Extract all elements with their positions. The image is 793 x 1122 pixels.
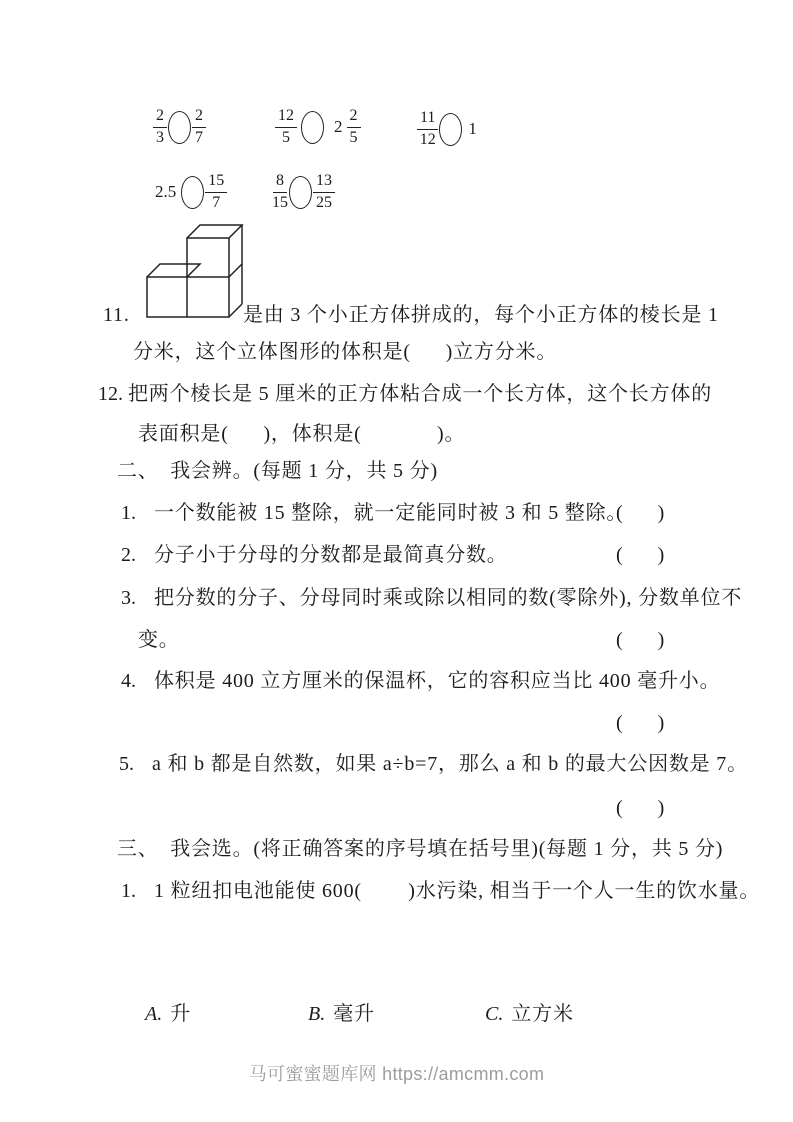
question-number: 1. <box>121 502 136 524</box>
question-text: 体积是 400 立方厘米的保温杯，它的容积应当比 400 毫升小。 <box>154 670 721 692</box>
section2-q5 <box>119 751 748 777</box>
section2-q3-line1 <box>121 585 742 611</box>
comparison-item-2 <box>275 103 361 151</box>
fraction-denominator: 5 <box>349 128 358 146</box>
question-11-text-line2: 分米，这个立体图形的体积是( )立方分米。 <box>133 341 558 363</box>
fraction <box>313 172 335 212</box>
option-c <box>485 1001 574 1027</box>
fraction-denominator: 12 <box>419 130 436 148</box>
section2-q3-line2: 变。 <box>138 629 180 651</box>
option-b-text: 毫升 <box>333 1003 375 1025</box>
fraction <box>153 107 167 147</box>
section3-q1 <box>121 878 760 904</box>
comparison-item-1 <box>153 103 206 151</box>
section-3-title: 三、 我会选。(将正确答案的序号填在括号里)(每题 1 分，共 5 分) <box>117 838 724 860</box>
option-a <box>145 1001 191 1027</box>
option-c-key: C. <box>485 1003 504 1025</box>
question-number: 4. <box>121 670 136 692</box>
fraction-denominator: 7 <box>212 193 221 211</box>
fraction-denominator: 5 <box>282 128 290 146</box>
whole-number: 1 <box>468 119 477 138</box>
question-11-text-line1: 是由 3 个小正方体拼成的，每个小正方体的棱长是 1 <box>243 304 719 326</box>
section-2-title: 二、 我会辨。(每题 1 分，共 5 分) <box>117 460 438 482</box>
fraction <box>272 172 288 212</box>
fraction-numerator: 13 <box>313 172 335 192</box>
comparison-item-4 <box>155 168 227 216</box>
answer-bracket: ( ) <box>616 797 665 819</box>
question-text: 分子小于分母的分数都是最简真分数。 <box>154 544 508 566</box>
comparison-circle-icon <box>181 176 204 209</box>
option-a-text: 升 <box>170 1003 192 1025</box>
mixed-number-whole: 2 <box>334 117 343 136</box>
fraction <box>192 107 206 147</box>
option-b-key: B. <box>308 1003 326 1025</box>
question-12-line2: 表面积是( )，体积是( )。 <box>138 423 466 445</box>
comparison-item-3 <box>417 105 477 153</box>
comparison-circle-icon <box>289 176 312 209</box>
fraction-denominator: 15 <box>272 193 288 211</box>
fraction <box>347 107 361 147</box>
fraction <box>275 107 297 147</box>
comparison-circle-icon <box>168 111 191 144</box>
question-12-number: 12. <box>98 383 123 405</box>
comparison-circle-icon <box>439 113 462 146</box>
section2-q2 <box>121 542 508 568</box>
question-text: 一个数能被 15 整除，就一定能同时被 3 和 5 整除。 <box>154 502 628 524</box>
fraction <box>205 172 227 212</box>
fraction-numerator: 8 <box>273 172 287 192</box>
answer-bracket: ( ) <box>616 712 665 734</box>
question-12-text: 把两个棱长是 5 厘米的正方体粘合成一个长方体，这个长方体的 <box>128 383 712 405</box>
question-number: 3. <box>121 587 136 609</box>
fraction-numerator: 15 <box>205 172 227 192</box>
fraction-denominator: 7 <box>195 128 203 146</box>
fraction-denominator: 3 <box>156 128 164 146</box>
question-12-line1 <box>98 381 712 407</box>
question-text: 把分数的分子、分母同时乘或除以相同的数(零除外), 分数单位不 <box>154 587 743 609</box>
fraction <box>417 109 438 149</box>
fraction-numerator: 12 <box>275 107 297 127</box>
option-a-key: A. <box>145 1003 163 1025</box>
question-11-number: 11. <box>103 304 130 326</box>
fraction-numerator: 2 <box>347 107 361 127</box>
question-number: 5. <box>119 753 134 775</box>
section2-q4 <box>121 668 720 694</box>
question-number: 2. <box>121 544 136 566</box>
question-text: 1 粒纽扣电池能使 600( )水污染, 相当于一个人一生的饮水量。 <box>154 880 761 902</box>
decimal-number: 2.5 <box>155 182 177 201</box>
question-text: a 和 b 都是自然数，如果 a÷b=7，那么 a 和 b 的最大公因数是 7。 <box>152 753 748 775</box>
comparison-item-5 <box>272 168 335 216</box>
comparison-circle-icon <box>301 111 324 144</box>
question-number: 1. <box>121 880 136 902</box>
option-b <box>308 1001 375 1027</box>
answer-bracket: ( ) <box>616 629 665 651</box>
answer-bracket: ( ) <box>616 544 665 566</box>
footer-text: 马可蜜蜜题库网 https://amcmm.com <box>248 1064 545 1084</box>
section2-q1 <box>121 500 627 526</box>
fraction-numerator: 11 <box>417 109 438 129</box>
cube-figure <box>145 221 247 321</box>
fraction-numerator: 2 <box>192 107 206 127</box>
fraction-denominator: 25 <box>316 193 332 211</box>
option-c-text: 立方米 <box>511 1003 574 1025</box>
fraction-numerator: 2 <box>153 107 167 127</box>
answer-bracket: ( ) <box>616 502 665 524</box>
